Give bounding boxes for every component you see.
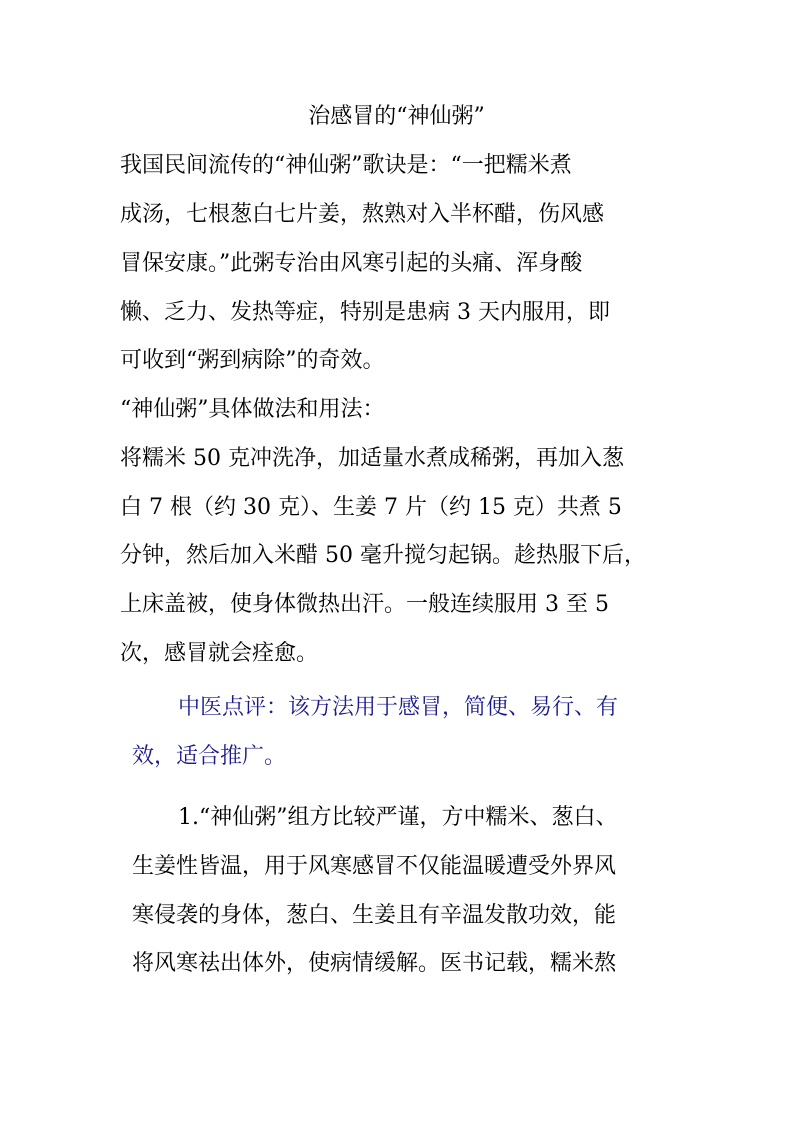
tcm-comment-line: 中医点评：该方法用于感冒，简便、易行、有	[178, 695, 619, 720]
method-line: 白 7 根（约 30 克）、生姜 7 片（约 15 克）共煮 5	[120, 495, 622, 520]
intro-line: 成汤，七根葱白七片姜，熬熟对入半杯醋，伤风感	[120, 202, 605, 227]
point-line: 1.“神仙粥”组方比较严谨，方中糯米、葱白、	[178, 805, 618, 830]
point-line: 寒侵袭的身体，葱白、生姜且有辛温发散功效，能	[132, 903, 617, 928]
intro-line: 懒、乏力、发热等症，特别是患病 3 天内服用，即	[120, 300, 610, 325]
intro-line: 我国民间流传的“神仙粥”歌诀是：“一把糯米煮	[120, 153, 572, 178]
method-heading: “神仙粥”具体做法和用法：	[120, 397, 385, 422]
point-line: 将风寒祛出体外，使病情缓解。医书记载，糯米熬	[132, 951, 617, 976]
intro-line: 冒保安康。”此粥专治由风寒引起的头痛、浑身酸	[120, 251, 583, 276]
tcm-comment-line: 效，适合推广。	[132, 744, 287, 769]
method-line: 上床盖被，使身体微热出汗。一般连续服用 3 至 5	[120, 592, 609, 617]
intro-line: 可收到“粥到病除”的奇效。	[120, 348, 385, 373]
point-line: 生姜性皆温，用于风寒感冒不仅能温暖遭受外界风	[132, 854, 617, 879]
method-line: 次，感冒就会痊愈。	[120, 641, 319, 666]
document-title: 治感冒的“神仙粥”	[308, 104, 485, 129]
method-line: 分钟，然后加入米醋 50 毫升搅匀起锅。趁热服下后，	[120, 543, 646, 568]
method-line: 将糯米 50 克冲洗净，加适量水煮成稀粥，再加入葱	[120, 446, 624, 471]
